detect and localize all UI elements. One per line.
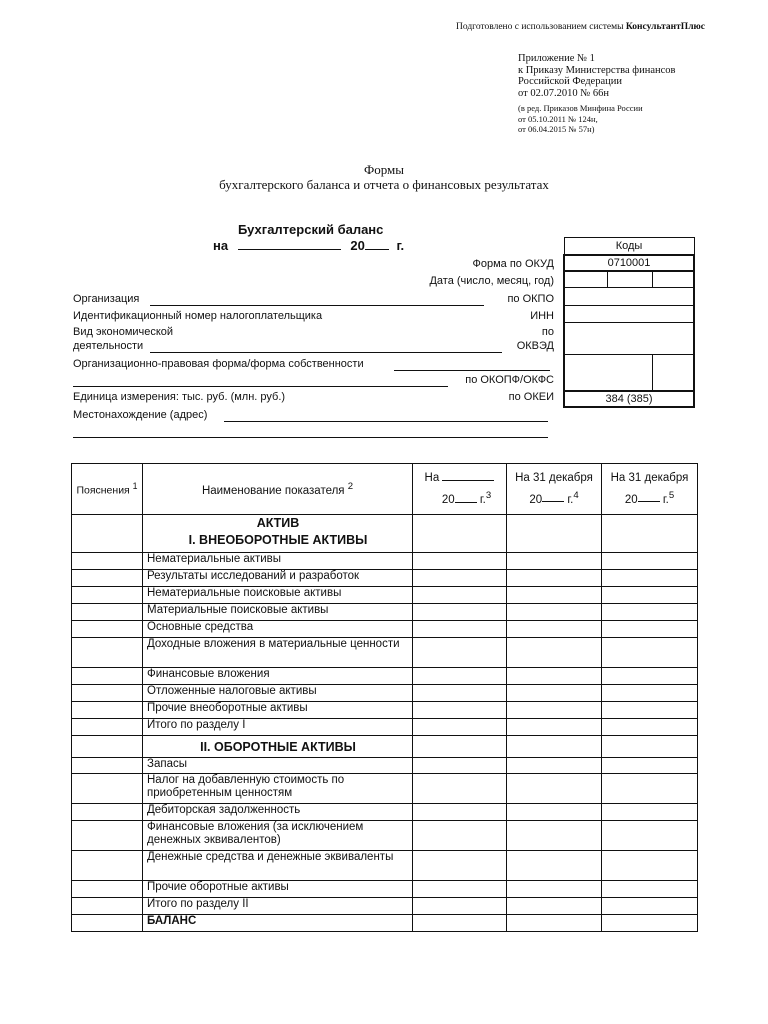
date-label: Дата (число, месяц, год) [429, 275, 554, 287]
col1-date-blank[interactable] [442, 469, 494, 481]
notes-cell[interactable] [72, 587, 143, 604]
location-label: Местонахождение (адрес) [73, 409, 208, 421]
value-cell[interactable] [413, 804, 507, 821]
indicator-name: Итого по разделу II [143, 898, 413, 915]
value-cell[interactable] [602, 881, 698, 898]
value-cell[interactable] [507, 685, 602, 702]
value-cell[interactable] [507, 604, 602, 621]
value-cell[interactable] [507, 570, 602, 587]
notes-cell[interactable] [72, 881, 143, 898]
activity-label-1: Вид экономической [73, 326, 174, 338]
value-cell[interactable] [413, 851, 507, 881]
value-cell[interactable] [602, 804, 698, 821]
table-row [72, 515, 698, 553]
consultant-prefix: Подготовлено с использованием системы [456, 22, 624, 32]
okfs-cell[interactable] [653, 355, 695, 391]
appendix-line: от 02.07.2010 № 66н [518, 87, 609, 99]
value-cell[interactable] [413, 821, 507, 851]
okopf-label: по ОКОПФ/ОКФС [465, 374, 554, 386]
section2-head-cell [143, 736, 413, 758]
value-cell[interactable] [413, 638, 507, 668]
organization-label: Организация [73, 293, 140, 305]
edition-line: от 06.04.2015 № 57н) [518, 124, 595, 134]
legal-form-line-2[interactable] [73, 386, 448, 387]
codes-header: Коды [564, 238, 694, 255]
indicator-name: Запасы [143, 758, 413, 774]
value-cell[interactable] [413, 758, 507, 774]
value-cell[interactable] [413, 915, 507, 932]
inn-label: ИНН [530, 310, 554, 322]
value-cell[interactable] [507, 915, 602, 932]
table-row [72, 604, 698, 621]
value-cell[interactable] [413, 774, 507, 804]
value-cell[interactable] [413, 553, 507, 570]
date-year-cell[interactable] [653, 271, 695, 288]
value-cell[interactable] [602, 702, 698, 719]
notes-cell[interactable] [72, 685, 143, 702]
value-cell[interactable] [413, 881, 507, 898]
value-cell[interactable] [602, 821, 698, 851]
indicator-name: Отложенные налоговые активы [143, 685, 413, 702]
notes-cell[interactable] [72, 570, 143, 587]
value-cell[interactable] [602, 758, 698, 774]
value-cell[interactable] [602, 668, 698, 685]
value-cell[interactable] [507, 638, 602, 668]
balance-date-line [213, 238, 404, 253]
appendix-line: к Приказу Министерства финансов [518, 64, 676, 76]
forms-title-line2: бухгалтерского баланса и отчета о финансовых результатах [219, 177, 549, 192]
notes-cell[interactable] [72, 736, 143, 758]
value-cell[interactable] [507, 898, 602, 915]
date-month-cell[interactable] [608, 271, 653, 288]
inn-cell[interactable] [564, 306, 694, 323]
location-line[interactable] [224, 421, 548, 422]
value-cell[interactable] [602, 604, 698, 621]
appendix-block [518, 53, 675, 135]
indicator-name: Доходные вложения в материальные ценности [143, 638, 413, 668]
value-cell[interactable] [507, 668, 602, 685]
table-row [72, 719, 698, 736]
table-row [72, 587, 698, 604]
value-cell[interactable] [507, 821, 602, 851]
value-cell[interactable] [602, 898, 698, 915]
appendix-line: Российской Федерации [518, 76, 622, 87]
col2-year-blank[interactable] [542, 490, 564, 502]
indicator-name: Материальные поисковые активы [143, 604, 413, 621]
indicator-name: Нематериальные активы [143, 553, 413, 570]
value-cell[interactable] [413, 668, 507, 685]
value-cell[interactable] [602, 685, 698, 702]
value-cell[interactable] [413, 621, 507, 638]
okved-label-1: по [541, 326, 554, 338]
indicator-name: Дебиторская задолженность [143, 804, 413, 821]
okpo-cell[interactable] [564, 288, 694, 306]
notes-cell[interactable] [72, 621, 143, 638]
section-head-cell [143, 515, 413, 553]
activity-label-2: деятельности [73, 340, 144, 352]
okud-label: Форма по ОКУД [472, 258, 554, 270]
okved-label-2: ОКВЭД [516, 340, 554, 352]
section2-heading: II. ОБОРОТНЫЕ АКТИВЫ [200, 740, 356, 754]
okved-cell[interactable] [564, 323, 694, 355]
value-cell[interactable] [413, 898, 507, 915]
col3-year-blank[interactable] [638, 490, 660, 502]
inn-name-label: Идентификационный номер налогоплательщика [73, 310, 323, 322]
okei-label: по ОКЕИ [508, 391, 554, 403]
na-label: на [213, 238, 229, 253]
indicator-name: Итого по разделу I [143, 719, 413, 736]
notes-cell[interactable] [72, 758, 143, 774]
value-cell[interactable] [413, 587, 507, 604]
table-row [72, 736, 698, 758]
notes-cell[interactable] [72, 915, 143, 932]
notes-cell[interactable] [72, 898, 143, 915]
value-cell[interactable] [507, 702, 602, 719]
notes-cell[interactable] [72, 553, 143, 570]
table-row [72, 851, 698, 881]
value-cell[interactable] [507, 553, 602, 570]
okud-value: 0710001 [564, 255, 694, 271]
notes-cell[interactable] [72, 702, 143, 719]
table-row [72, 702, 698, 719]
table-row [72, 570, 698, 587]
table-row [72, 804, 698, 821]
indicator-name: Денежные средства и денежные эквиваленты [143, 851, 413, 881]
col1-year-blank[interactable] [455, 491, 477, 503]
notes-cell[interactable] [72, 851, 143, 881]
activity-line[interactable] [150, 352, 502, 353]
table-row [72, 881, 698, 898]
value-cell[interactable] [602, 553, 698, 570]
value-cell[interactable] [507, 736, 602, 758]
value-cell[interactable] [602, 570, 698, 587]
value-cell[interactable] [413, 515, 507, 553]
forms-title [0, 162, 768, 192]
table-row [72, 621, 698, 638]
table-row [72, 553, 698, 570]
balance-total-label: БАЛАНС [143, 915, 413, 932]
consultant-brand: КонсультантПлюс [625, 22, 705, 32]
indicator-name: Прочие оборотные активы [143, 881, 413, 898]
edition-line: от 05.10.2011 № 124н, [518, 113, 598, 124]
value-cell[interactable] [602, 719, 698, 736]
value-cell[interactable] [507, 774, 602, 804]
year-prefix: 20 [350, 238, 365, 253]
date-blank[interactable] [238, 238, 341, 250]
value-cell[interactable] [507, 719, 602, 736]
indicator-name: Финансовые вложения (за исключением денежных эквивалентов) [143, 821, 413, 851]
table-row [72, 898, 698, 915]
value-cell[interactable] [507, 881, 602, 898]
value-cell[interactable] [602, 774, 698, 804]
consultant-header [456, 22, 705, 32]
value-cell[interactable] [602, 736, 698, 758]
table-row [72, 774, 698, 804]
indicator-name: Финансовые вложения [143, 668, 413, 685]
table-row [72, 915, 698, 932]
value-cell[interactable] [602, 515, 698, 553]
aktiv-heading: АКТИВ [256, 516, 300, 530]
table-row [72, 685, 698, 702]
forms-title-line1: Формы [363, 162, 405, 177]
indicator-name: Результаты исследований и разработок [143, 570, 413, 587]
codes-table [563, 237, 695, 408]
value-cell[interactable] [507, 758, 602, 774]
name-header: Наименование показателя $^2$ [143, 464, 413, 515]
notes-cell[interactable] [72, 804, 143, 821]
date-day-cell[interactable] [564, 271, 608, 288]
notes-cell[interactable] [72, 821, 143, 851]
notes-cell[interactable] [72, 638, 143, 668]
legal-form-line[interactable] [394, 370, 550, 371]
table-row [72, 638, 698, 668]
value-cell[interactable] [507, 804, 602, 821]
year-blank[interactable] [365, 238, 389, 250]
notes-cell[interactable] [72, 515, 143, 553]
value-cell[interactable] [413, 736, 507, 758]
value-cell[interactable] [602, 851, 698, 881]
notes-cell[interactable] [72, 719, 143, 736]
value-cell[interactable] [413, 719, 507, 736]
unit-label: Единица измерения: тыс. руб. (млн. руб.) [73, 391, 286, 403]
value-cell[interactable] [413, 570, 507, 587]
value-cell[interactable] [413, 604, 507, 621]
okei-value: 384 (385) [564, 391, 694, 407]
indicator-name: Налог на добавленную стоимость по приобретенным ценностям [143, 774, 413, 804]
notes-cell[interactable] [72, 774, 143, 804]
value-cell[interactable] [602, 915, 698, 932]
notes-cell[interactable] [72, 604, 143, 621]
indicator-name: Прочие внеоборотные активы [143, 702, 413, 719]
col1-header: На 20 г.$^3$ [413, 464, 507, 515]
value-cell[interactable] [507, 851, 602, 881]
balance-title: Бухгалтерский баланс [238, 222, 384, 237]
col2-header: На 31 декабря 20 г.$^4$ [507, 464, 602, 515]
okopf-cell[interactable] [564, 355, 653, 391]
appendix-line: Приложение № 1 [518, 53, 595, 64]
table-row [72, 821, 698, 851]
edition-line: (в ред. Приказов Минфина России [518, 103, 643, 113]
value-cell[interactable] [602, 638, 698, 668]
value-cell[interactable] [602, 587, 698, 604]
balance-table [71, 463, 698, 932]
table-row [72, 668, 698, 685]
legal-form-label: Организационно-правовая форма/форма собственности [73, 358, 364, 370]
location-line-2[interactable] [73, 437, 548, 438]
okpo-label: по ОКПО [507, 293, 554, 305]
notes-cell[interactable] [72, 668, 143, 685]
year-suffix: г. [396, 238, 405, 253]
notes-header: Пояснения $^1$ [72, 464, 143, 515]
value-cell[interactable] [507, 515, 602, 553]
value-cell[interactable] [507, 587, 602, 604]
value-cell[interactable] [413, 702, 507, 719]
value-cell[interactable] [413, 685, 507, 702]
col3-header: На 31 декабря 20 г.$^5$ [602, 464, 698, 515]
value-cell[interactable] [602, 621, 698, 638]
section1-heading: I. ВНЕОБОРОТНЫЕ АКТИВЫ [188, 533, 368, 547]
organization-line[interactable] [150, 305, 484, 306]
indicator-name: Основные средства [143, 621, 413, 638]
value-cell[interactable] [507, 621, 602, 638]
table-row [72, 758, 698, 774]
indicator-name: Нематериальные поисковые активы [143, 587, 413, 604]
